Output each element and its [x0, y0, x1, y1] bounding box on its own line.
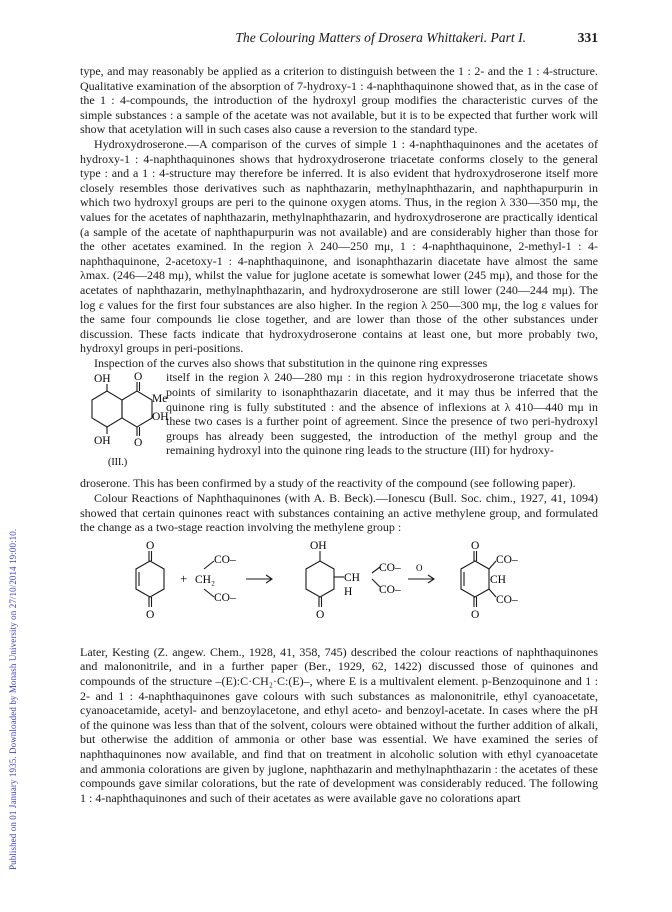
scheme-co-bottom: CO– — [214, 591, 236, 604]
structure-iii-label: (III.) — [108, 457, 128, 469]
reaction-scheme-drawing — [80, 539, 598, 643]
scheme-o-1-bottom: O — [146, 608, 155, 621]
scheme-o-1-top: O — [146, 539, 155, 552]
download-watermark — [6, 150, 20, 870]
article-body — [80, 64, 598, 805]
paragraph-colour-reactions: Colour Reactions of Naphthaquinones (with A. B. Beck).—Ionescu (Bull. Soc. chim., 1927, 41, 1094) showed that certain quinones react with substances containing an active methylene group, and formulated the change as a two-stage reaction involving the methylene group : — [80, 491, 598, 535]
scheme-co-top: CO– — [214, 553, 236, 566]
reaction-scheme — [80, 539, 598, 643]
paragraph-1: type, and may reasonably be applied as a criterion to distinguish between the 1 : 2- and the 1 : 4-structure. Qualitative examination of the absorption of 7-hydroxy-1 : 4-naphthaquinone showed that, as in the case of the 1 : 4-compounds, the introduction of the hydroxyl group modifies the characteristic curves of the simple substances : a sample of the acetate was not available, but it is to be expected that further work will show that acetylation will in such cases also cause a reversion to the standard type. — [80, 64, 598, 137]
scheme-h: H — [344, 585, 353, 598]
paragraph-inspection-end: droserone. This has been confirmed by a study of the reactivity of the compound (see following paper). — [80, 476, 576, 491]
paragraph-inspection-wrap: itself in the region λ 240—280 mμ : in this region hydroxydroserone triacetate shows points of similarity to isonaphthazarin diacetate, and it may thus be inferred that the quinone ring is fully substituted : and the absence of inflexions at λ 410—440 mμ in these two cases is a further point of agreement. Since the presence of two peri-hydroxyl groups has already been suggested, the introduction of the methyl group and the remaining hydroxyl into the quinone ring leads to the structure (III) for hydroxy- — [166, 370, 598, 458]
page-number: 331 — [577, 30, 598, 45]
scheme-plus: + — [180, 570, 188, 586]
structure-iii-drawing — [80, 370, 169, 476]
scheme-ch2: CH₂ — [195, 573, 215, 586]
scheme-co-mid-bottom: CO– — [379, 583, 401, 596]
struct-oh-top: OH — [94, 373, 111, 386]
structure-iii-figure — [80, 370, 169, 476]
scheme-oh: OH — [310, 539, 327, 552]
struct-o-top: O — [134, 371, 143, 384]
scheme-o-3-bottom: O — [471, 608, 480, 621]
scheme-co-r-top: CO– — [496, 553, 518, 566]
scheme-co-r-bottom: CO– — [496, 593, 518, 606]
struct-o-bottom: O — [134, 437, 143, 450]
struct-me: Me — [152, 393, 168, 406]
scheme-o-over-arrow: O — [416, 562, 423, 573]
running-title: The Colouring Matters of Drosera Whittakeri. Part I. — [235, 30, 526, 45]
download-watermark-text: Published on 01 January 1935. Downloaded by Monash University on 27/10/2014 19:00:10. — [8, 528, 18, 870]
struct-oh-right: OH — [152, 411, 169, 424]
struct-oh-bottom: OH — [94, 435, 111, 448]
scheme-ch: CH — [344, 571, 360, 584]
scheme-co-mid-top: CO– — [379, 561, 401, 574]
paragraph-inspection-start: Inspection of the curves also shows that substitution in the quinone ring expresses — [94, 355, 488, 370]
structure-wrap — [80, 370, 598, 476]
paragraph-hydroxydroserone: Hydroxydroserone.—A comparison of the curves of simple 1 : 4-naphthaquinones and the acetates of hydroxy-1 : 4-naphthaquinones shows that hydroxydroserone triacetate conforms closely to the general type : and a 1 : 4-structure may therefore be inferred. It is also evident that hydroxydroserone itself more closely resembles those derivatives such as naphthazarin, methylnaphthazarin, and naphthapurpurin in which two hydroxyl groups are peri to the quinone oxygen atoms. Thus, in the region λ 330—350 mμ, the values for the acetates of naphthazarin, methylnaphthazarin, and hydroxydroserone are practically identical (a sample of the acetate of naphthapurpurin was not available) and are considerably higher than those for the other acetates examined. In the region λ 240—250 mμ, 1 : 4-naphthaquinone, 2-methyl-1 : 4-naphthaquinone, 2-acetoxy-1 : 4-naphthaquinone, and isonaphthazarin diacetate have almost the same λmax. (246—248 mμ), whilst the value for juglone acetate is somewhat lower (245 mμ), and those for the acetates of naphthazarin, methylnaphthazarin, and hydroxydroserone are still lower (240—244 mμ). The log ε values for the first four substances are also higher. In the region λ 250—300 mμ, the log ε values for the same four compounds lie close together, and are lower than those of the other substances under discussion. These facts indicate that hydroxydroserone contains at least one, but more probably two, hydroxyl groups in peri-positions. — [80, 136, 598, 356]
paragraph-later-kesting: Later, Kesting (Z. angew. Chem., 1928, 41, 358, 745) described the colour reactions of naphthaquinones and malononitrile, and in a further paper (Ber., 1929, 62, 1422) discussed those of quinones and compounds of the structure –(E):C·CH₂·C:(E)–, where E is a multivalent element. p-Benzoquinone and 1 : 2- and 1 : 4-naphthaquinones gave colours with such substances as malononitrile, ethyl cyanoacetate, cyanoacetamide, acetyl- and benzoylacetone, and ethyl aceto- and benzoyl-acetate. In cases where the pH of the quinone was less than that of the solvent, colours were obtained without the further addition of alkali, but otherwise the addition of ammonia or other base was essential. We have examined the series of naphthaquinones now available, and find that on treatment in alcoholic solution with ethyl cyanoacetate and ammonia colorations are given by juglone, naphthazarin and methylnaphthazarin : the acetates of these compounds gave similar colorations, but the rate of development was considerably reduced. The following 1 : 4-naphthaquinones and such of their acetates as were available gave no colorations apart — [80, 644, 598, 805]
scheme-o-2-bottom: O — [316, 608, 325, 621]
scheme-o-3-top: O — [471, 539, 480, 552]
scheme-ch-r: CH — [490, 573, 506, 586]
